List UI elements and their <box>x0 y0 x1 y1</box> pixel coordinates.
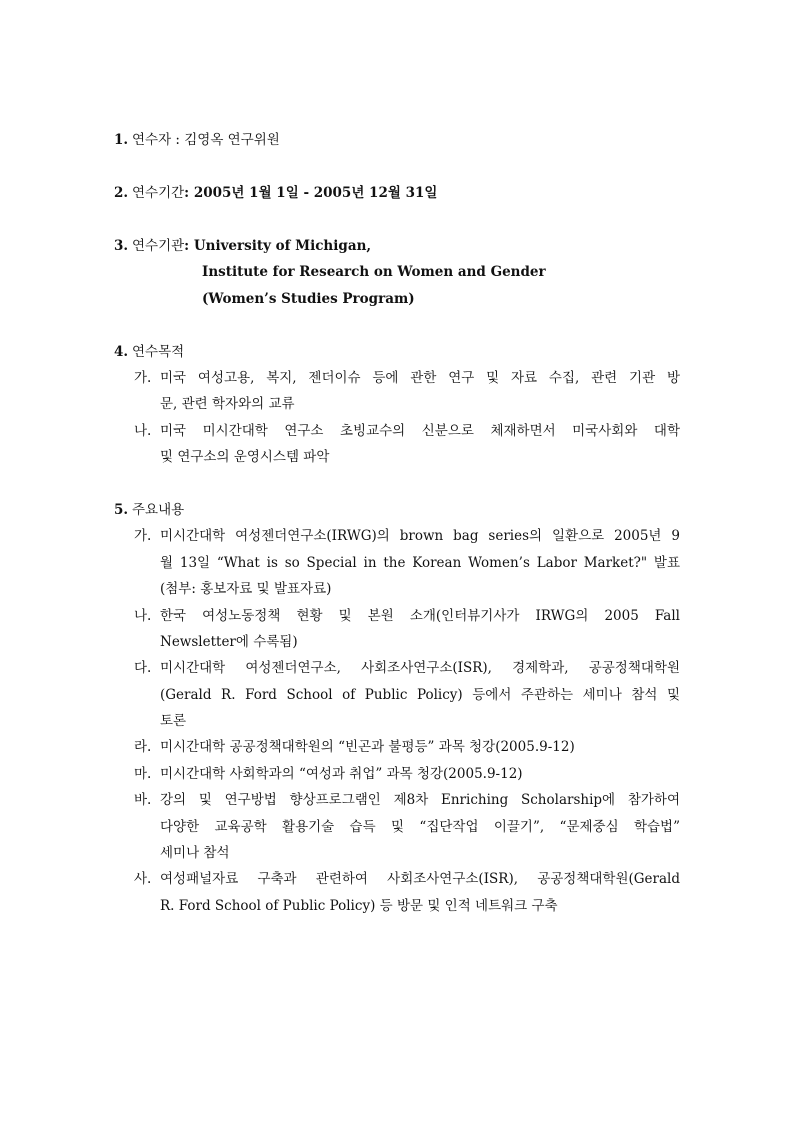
institution-line: University of Michigan, <box>193 238 372 254</box>
item-text-line: 미시간대학 여성젠더연구소, 사회조사연구소(ISR), 경제학과, 공공정책대학원 <box>160 660 680 676</box>
item-text-line: 미국 여성고용, 복지, 젠더이슈 등에 관한 연구 및 자료 수집, 관련 기관 방 <box>160 370 680 386</box>
item-marker: 사. <box>134 871 152 887</box>
section-title: 연수목적 <box>132 344 185 360</box>
item-marker: 바. <box>134 792 152 808</box>
item-text-line: (Gerald R. Ford School of Public Policy) 등에서 주관하는 세미나 참석 및 <box>160 687 680 703</box>
section-title: 연수자 : 김영옥 연구위원 <box>132 132 280 148</box>
section-title-wrap: 연수기관: University of Michigan, <box>132 238 372 254</box>
item-marker: 가. <box>134 528 152 544</box>
institution-line: Institute for Research on Women and Gender <box>202 264 546 280</box>
section-number: 3. <box>114 238 129 254</box>
item-text-line: 여성패널자료 구축과 관련하여 사회조사연구소(ISR), 공공정책대학원(Gerald <box>160 871 680 887</box>
section-title: 연수기간 <box>132 185 185 201</box>
section-number: 5. <box>114 502 129 518</box>
item-text-line: 월 13일 “What is so Special in the Korean Women’s Labor Market?" 발표 <box>160 555 680 571</box>
item-marker: 가. <box>134 370 152 386</box>
item-text-line: 미시간대학 사회학과의 “여성과 취업” 과목 청강(2005.9-12) <box>160 766 523 782</box>
section-title: 주요내용 <box>132 502 185 518</box>
item-marker: 나. <box>134 423 152 439</box>
item-text-line: 문, 관련 학자와의 교류 <box>160 396 295 412</box>
section-number: 1. <box>114 132 129 148</box>
item-text-line: 한국 여성노동정책 현황 및 본원 소개(인터뷰기사가 IRWG의 2005 Fall <box>160 608 680 624</box>
section-number: 2. <box>114 185 129 201</box>
item-text-line: 및 연구소의 운영시스템 파악 <box>160 449 330 465</box>
item-text-line: 강의 및 연구방법 향상프로그램인 제8차 Enriching Scholarship에 참가하여 <box>160 792 680 808</box>
item-text-line: 미국 미시간대학 연구소 초빙교수의 신분으로 체재하면서 미국사회와 대학 <box>160 423 680 439</box>
item-marker: 라. <box>134 739 152 755</box>
period-value: 2005년 1월 1일 - 2005년 12월 31일 <box>193 185 438 201</box>
item-text-line: 세미나 참석 <box>160 845 230 861</box>
item-text-line: 토론 <box>160 713 187 729</box>
section-title-wrap: 연수기간: 2005년 1월 1일 - 2005년 12월 31일 <box>132 185 438 201</box>
item-text-line: 미시간대학 공공정책대학원의 “빈곤과 불평등” 과목 청강(2005.9-12) <box>160 739 575 755</box>
section-number: 4. <box>114 344 129 360</box>
item-text-line: Newsletter에 수록됨) <box>160 634 298 650</box>
item-marker: 마. <box>134 766 152 782</box>
item-text-line: (첨부: 홍보자료 및 발표자료) <box>160 581 332 597</box>
item-text-line: 다양한 교육공학 활용기술 습득 및 “집단작업 이끌기”, “문제중심 학습법” <box>160 819 680 835</box>
item-marker: 다. <box>134 660 152 676</box>
institution-line: (Women’s Studies Program) <box>202 291 415 307</box>
item-text-line: R. Ford School of Public Policy) 등 방문 및 인적 네트워크 구축 <box>160 898 558 914</box>
section-title: 연수기관 <box>132 238 185 254</box>
item-text-line: 미시간대학 여성젠더연구소(IRWG)의 brown bag series의 일환으로 2005년 9 <box>160 528 680 544</box>
item-marker: 나. <box>134 608 152 624</box>
